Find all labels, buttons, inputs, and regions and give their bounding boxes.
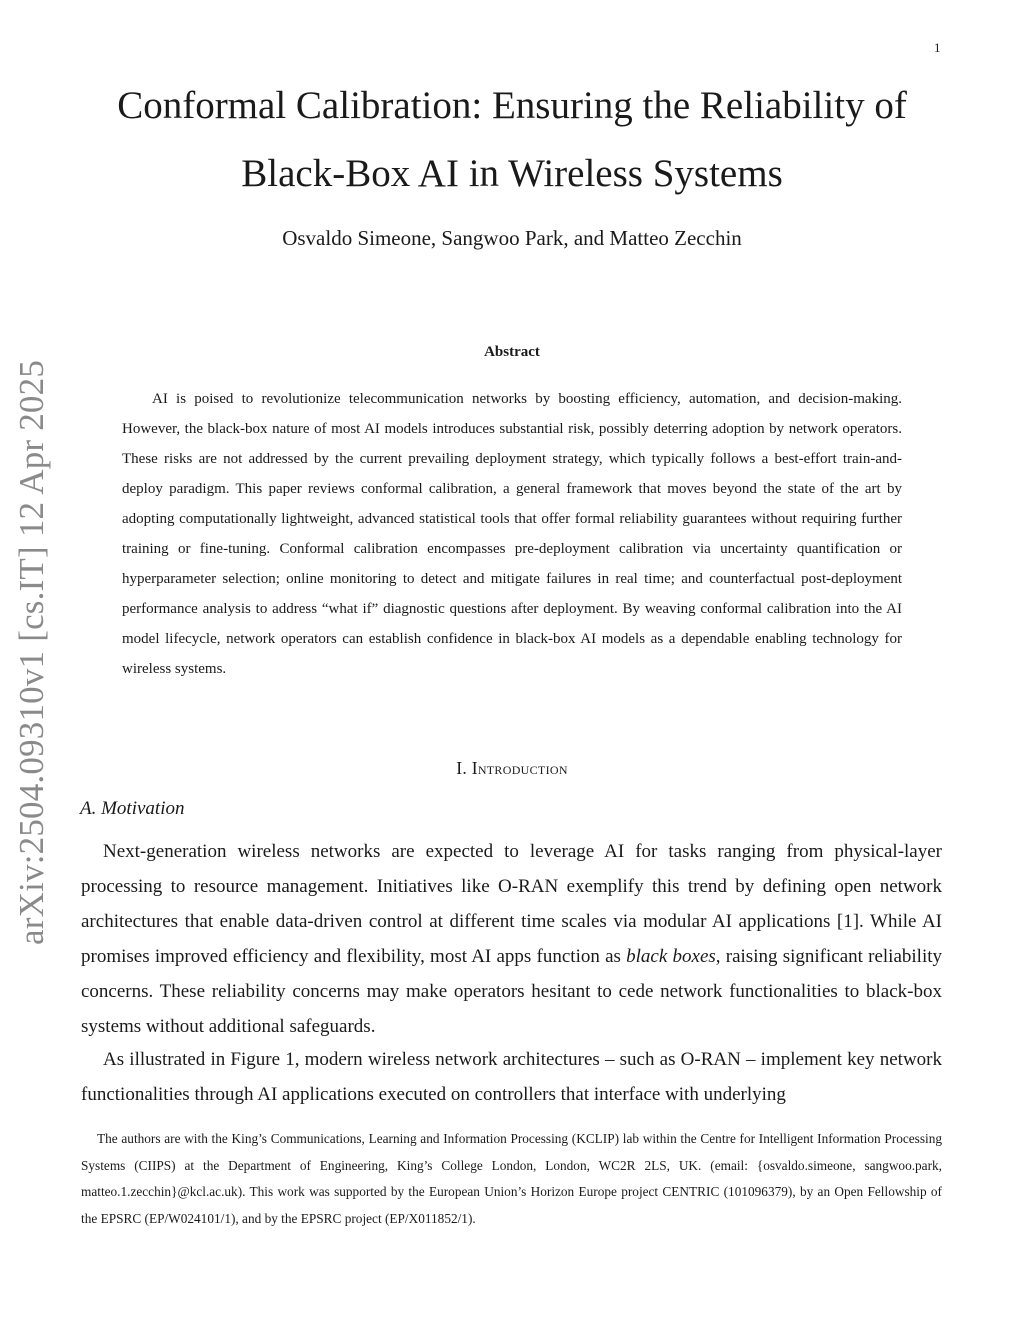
paper-title (80, 72, 944, 208)
section-title: Introduction (471, 758, 568, 778)
abstract-text: AI is poised to revolutionize telecommunication networks by boosting efficiency, automation, and decision-making. However, the black-box nature of most AI models introduces substantial risk, possibly deterring adoption by network operators. These risks are not addressed by the current prevailing deployment strategy, which typically follows a best-effort train-and-deploy paradigm. This paper reviews conformal calibration, a general framework that moves beyond the state of the art by adopting computationally lightweight, advanced statistical tools that offer formal reliability guarantees without requiring further training or fine-tuning. Conformal calibration encompasses pre-deployment calibration via uncertainty quantification or hyperparameter selection; online monitoring to detect and mitigate failures in real time; and counterfactual post-deployment performance analysis to address “what if” diagnostic questions after deployment. By weaving conformal calibration into the AI model lifecycle, network operators can establish confidence in black-box AI models as a dependable enabling technology for wireless systems. (122, 391, 902, 677)
section-heading (80, 758, 944, 779)
subsection-heading: A. Motivation (80, 798, 185, 819)
author-list: Osvaldo Simeone, Sangwoo Park, and Matteo Zecchin (282, 226, 742, 250)
paragraph-1-text-end: , raising significant reliability concerns. These reliability concerns may make operators hesitant to cede network functionalities to black-box systems without additional safeguards. (81, 946, 943, 1037)
body-paragraph-1 (81, 834, 942, 1044)
section-number: I. (456, 758, 468, 778)
body-paragraph-2: As illustrated in Figure 1, modern wireless network architectures – such as O-RAN – implement key network functionalities through AI applications executed on controllers that interface with underlying (81, 1049, 942, 1105)
arxiv-identifier: arXiv:2504.09310v1 [cs.IT] 12 Apr 2025 (12, 359, 51, 945)
abstract-heading: Abstract (484, 344, 540, 360)
emphasized-term: black boxes (626, 946, 716, 967)
author-affiliation-footnote: The authors are with the King’s Communications, Learning and Information Processing (KCLIP) lab within the Centre for Intelligent Information Processing Systems (CIIPS) at the Department of Engineering, King’s College London, London, WC2R 2LS, UK. (email: {osvaldo.simeone, sangwoo.park, matteo.1.zecchin}@kcl.ac.uk). This work was supported by the European Union’s Horizon Europe project CENTRIC (101096379), by an Open Fellowship of the EPSRC (EP/W024101/1), and by the EPSRC project (EP/X011852/1). (81, 1131, 942, 1227)
paper-title-line-1: Conformal Calibration: Ensuring the Reliability of (117, 84, 907, 127)
paper-title-line-2: Black-Box AI in Wireless Systems (241, 152, 783, 195)
page-number: 1 (934, 40, 941, 55)
paragraph-1-text-start: Next-generation wireless networks are expected to leverage AI for tasks ranging from physical-layer processing to resource management. Initiatives like O-RAN exemplify this trend by defining open network architectures that enable data-driven control at different time scales via modular AI applications [1]. While AI promises improved efficiency and flexibility, most AI apps function as (81, 841, 942, 967)
